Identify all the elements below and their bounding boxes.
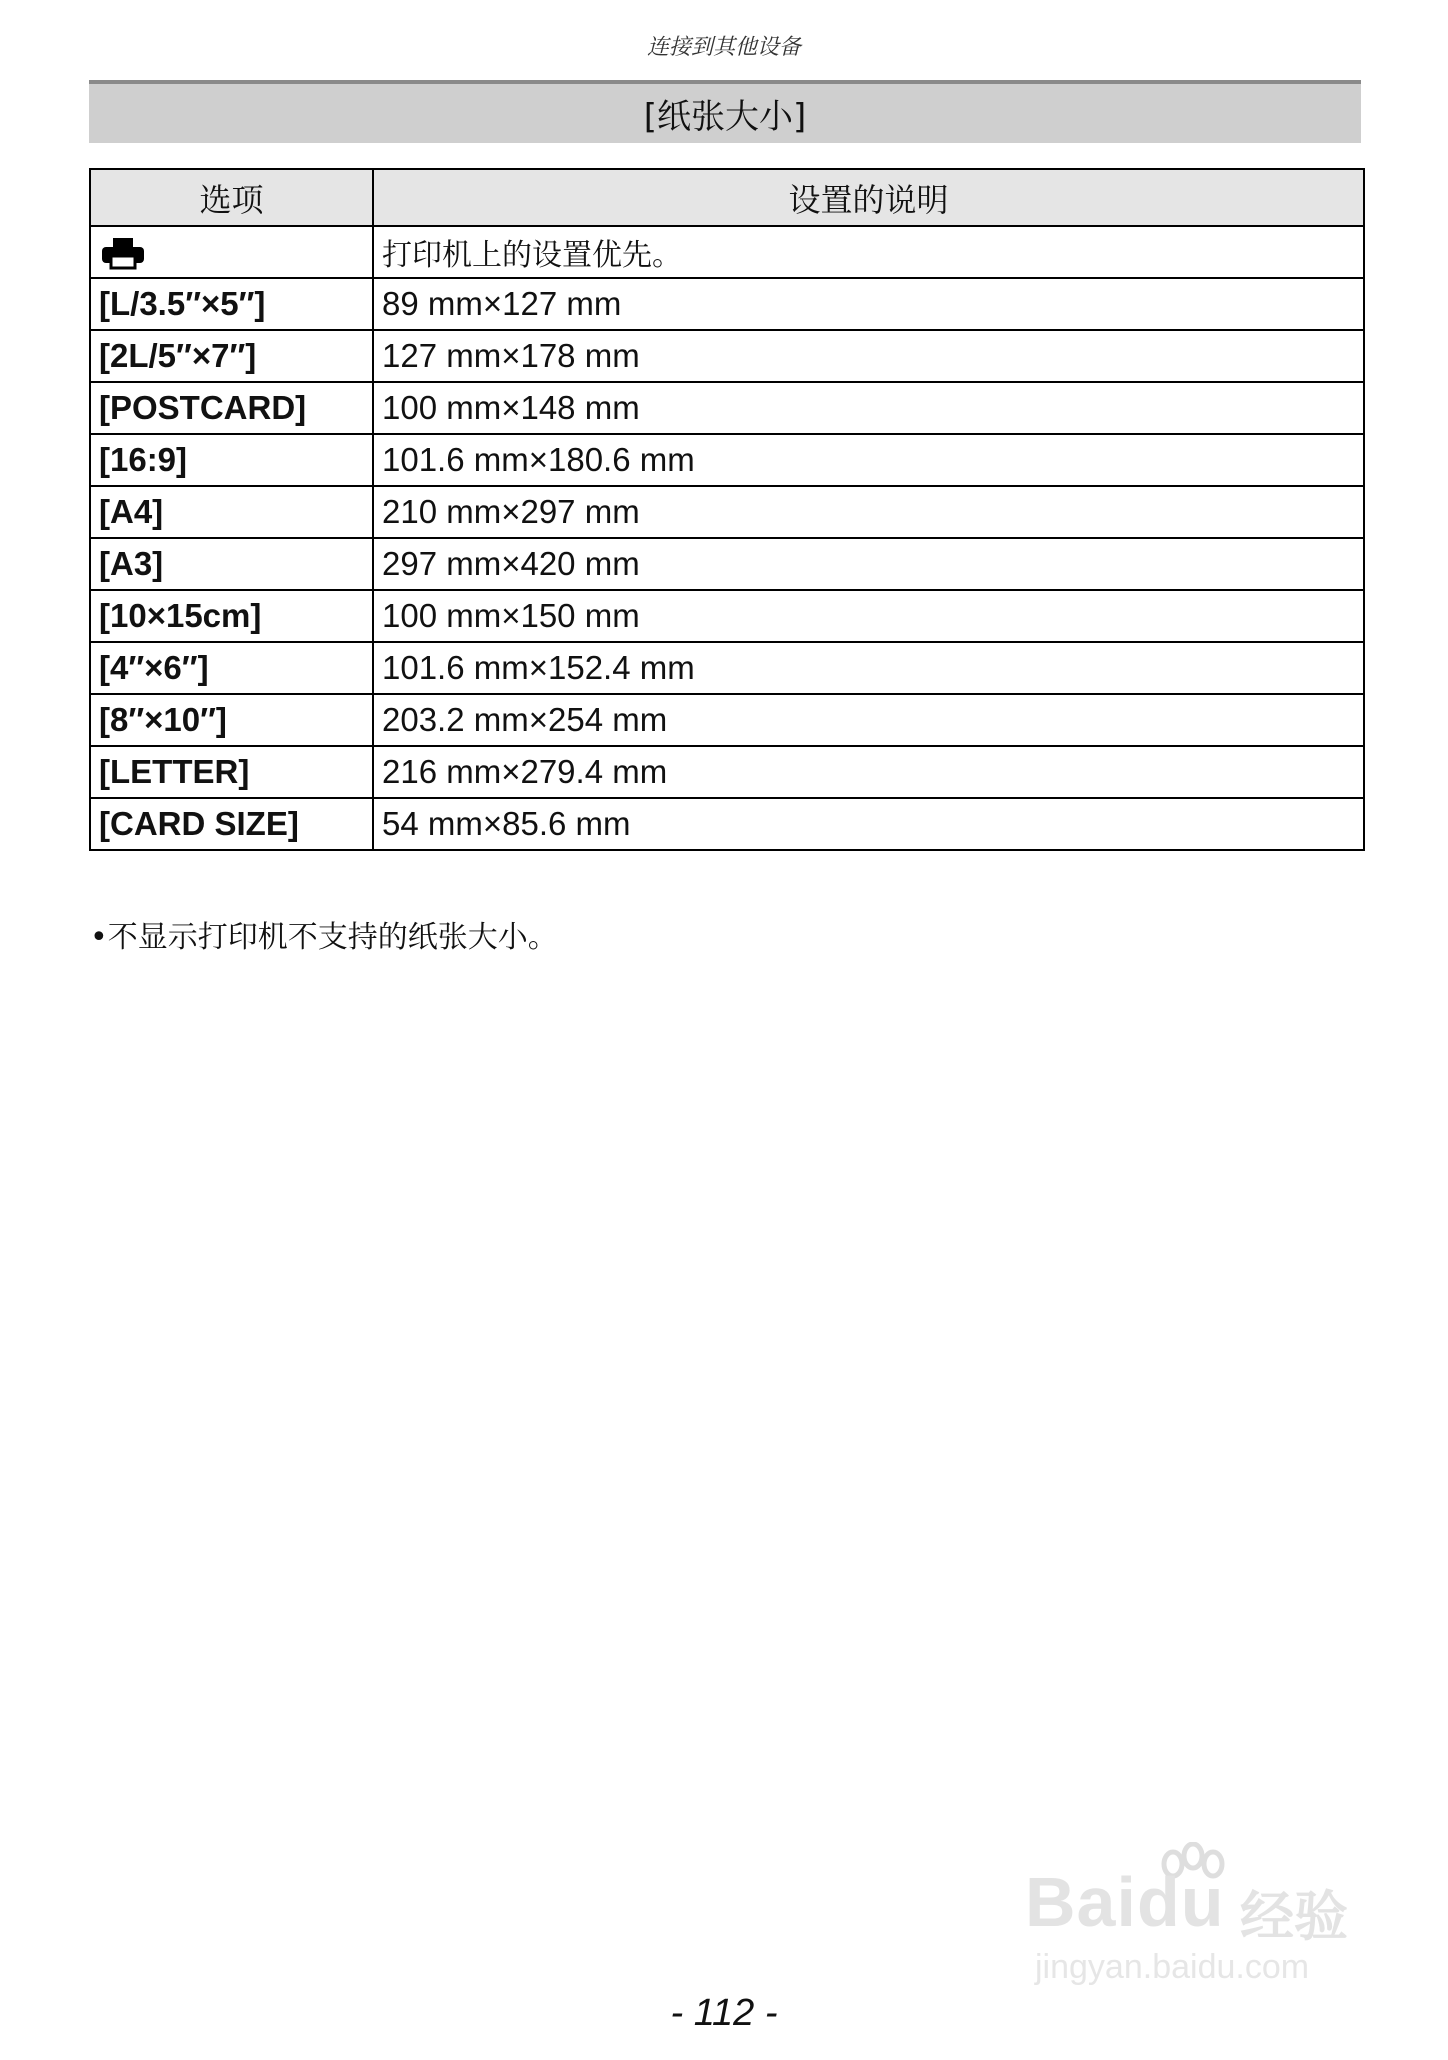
page-number: - 112 - [670, 1992, 778, 2034]
table-row [90, 798, 1364, 850]
option-cell: [CARD SIZE] [90, 798, 373, 850]
description-cell: 89 mm×127 mm [373, 278, 1364, 330]
description-cell: 100 mm×148 mm [373, 382, 1364, 434]
paper-size-table [89, 168, 1365, 851]
description-cell: 127 mm×178 mm [373, 330, 1364, 382]
table-header-row [90, 169, 1364, 226]
option-cell: [10×15cm] [90, 590, 373, 642]
description-cell: 216 mm×279.4 mm [373, 746, 1364, 798]
table-row [90, 694, 1364, 746]
table-row [90, 590, 1364, 642]
footnote: •不显示打印机不支持的纸张大小。 [90, 920, 558, 955]
watermark-brand: Baidu [1025, 1863, 1225, 1941]
description-cell: 101.6 mm×180.6 mm [373, 434, 1364, 486]
table-row [90, 278, 1364, 330]
description-cell: 203.2 mm×254 mm [373, 694, 1364, 746]
option-cell: [L/3.5″×5″] [90, 278, 373, 330]
table-row [90, 434, 1364, 486]
running-header: 连接到其他设备 [646, 35, 801, 60]
baidu-jingyan-watermark [1025, 1842, 1370, 1986]
description-cell: 297 mm×420 mm [373, 538, 1364, 590]
table-row [90, 382, 1364, 434]
table-row [90, 330, 1364, 382]
table-row [90, 746, 1364, 798]
option-cell: [4″×6″] [90, 642, 373, 694]
option-cell: [A3] [90, 538, 373, 590]
watermark-cn: 经验 [1240, 1887, 1348, 1947]
option-cell: [16:9] [90, 434, 373, 486]
description-cell: 101.6 mm×152.4 mm [373, 642, 1364, 694]
option-cell: [8″×10″] [90, 694, 373, 746]
description-cell: 100 mm×150 mm [373, 590, 1364, 642]
option-cell: [POSTCARD] [90, 382, 373, 434]
option-cell: [LETTER] [90, 746, 373, 798]
printer-icon [99, 236, 147, 272]
column-header-option: 选项 [90, 169, 373, 226]
description-cell: 打印机上的设置优先。 [373, 226, 1364, 278]
column-header-description: 设置的说明 [373, 169, 1364, 226]
watermark-url: jingyan.baidu.com [1035, 1948, 1310, 1986]
description-cell: 54 mm×85.6 mm [373, 798, 1364, 850]
table-row [90, 538, 1364, 590]
table-row [90, 642, 1364, 694]
table-row [90, 486, 1364, 538]
option-cell: [A4] [90, 486, 373, 538]
option-cell: [2L/5″×7″] [90, 330, 373, 382]
description-cell: 210 mm×297 mm [373, 486, 1364, 538]
table-row [90, 226, 1364, 278]
option-cell [90, 226, 373, 278]
section-title: [纸张大小] [643, 97, 807, 137]
section-heading-bar [89, 80, 1361, 143]
